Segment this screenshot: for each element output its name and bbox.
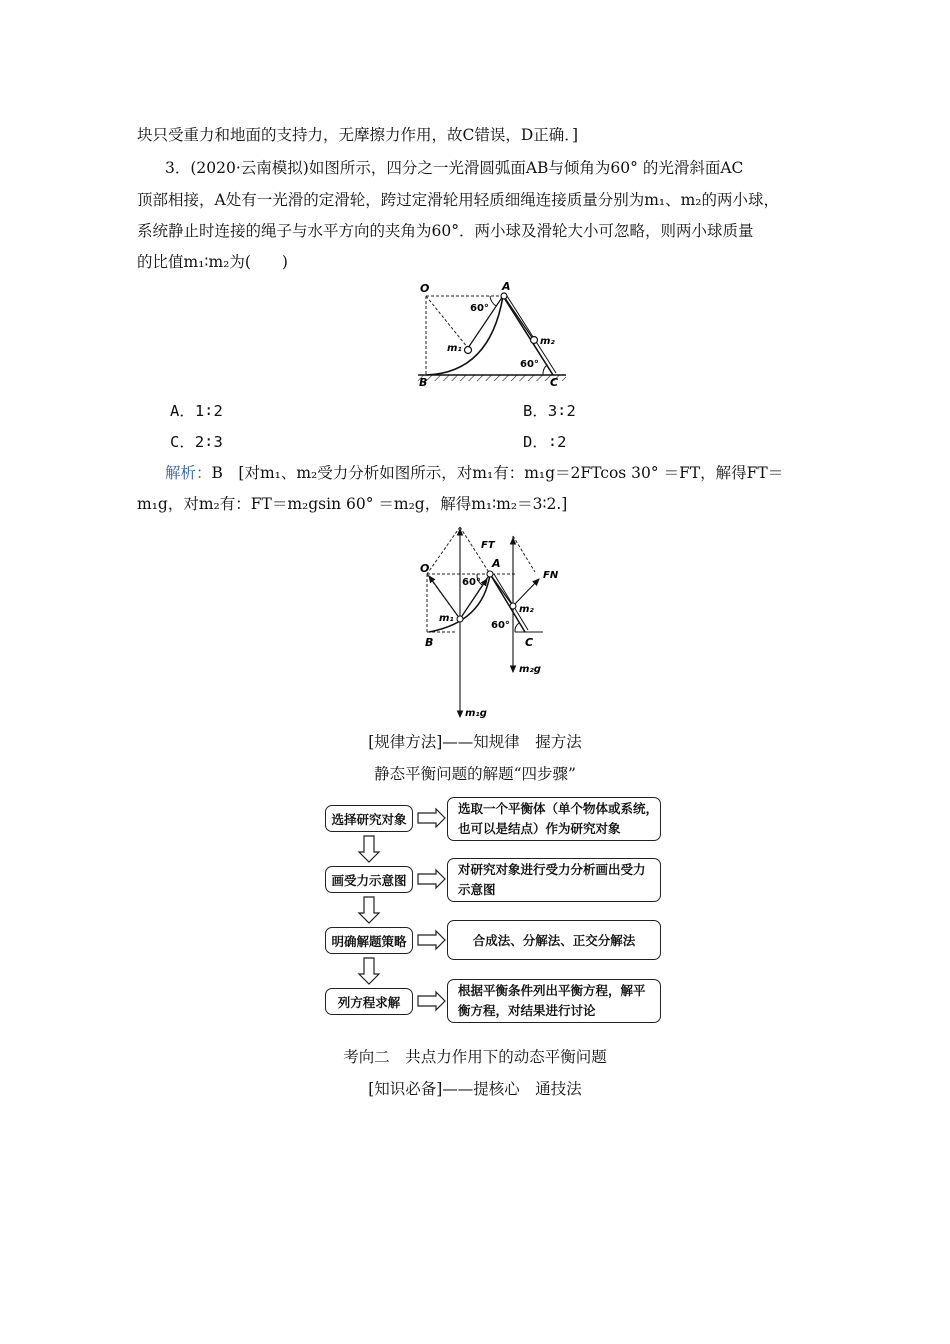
option-c: C．2∶3 xyxy=(170,433,223,451)
fig1-label-a: A xyxy=(502,280,511,293)
down-arrow-icon xyxy=(359,836,379,862)
fig1-label-c: C xyxy=(550,376,559,389)
flow-desc-3: 合成法、分解法、正交分解法 xyxy=(447,920,661,960)
solution-line-2: m₁g，对m₂有：FT＝m₂gsin 60° ＝m₂g，解得m₁∶m₂＝3∶2.] xyxy=(137,495,568,513)
fig2-label-c: C xyxy=(525,636,534,649)
question-line-3: 系统静止时连接的绳子与水平方向的夹角为60°．两小球及滑轮大小可忽略，则两小球质量 xyxy=(137,222,754,240)
fig2-label-m1g: m₁g xyxy=(465,708,487,719)
flow-desc-1 xyxy=(447,797,661,841)
flow-desc-1-line-2: 也可以是结点）作为研究对象 xyxy=(458,821,621,836)
flow-desc-4-line-2: 衡方程，对结果进行讨论 xyxy=(458,1003,596,1018)
option-d: D．∶2 xyxy=(523,433,567,451)
fig2-label-ft: FT xyxy=(481,540,495,551)
fig2-angle-top: 60° xyxy=(462,577,481,588)
fig1-angle-top: 60° xyxy=(470,303,489,314)
right-arrow-icon xyxy=(418,809,445,827)
fig2-label-a: A xyxy=(492,557,501,570)
flow-step-4: 列方程求解 xyxy=(325,988,413,1015)
flow-desc-2 xyxy=(447,858,661,902)
question-line-1: 3．(2020·云南模拟)如图所示，四分之一光滑圆弧面AB与倾角为60° 的光滑斜面AC xyxy=(165,159,744,177)
solution-label: 解析： xyxy=(165,464,212,482)
flow-step-2: 画受力示意图 xyxy=(325,866,413,893)
method-header: [规律方法]——知规律 握方法 xyxy=(368,733,582,751)
option-a: A．1∶2 xyxy=(170,402,223,420)
question-line-4: 的比值m₁∶m₂为( ) xyxy=(137,253,288,271)
fig2-label-b: B xyxy=(425,636,434,649)
flow-step-1: 选择研究对象 xyxy=(325,805,413,832)
down-arrow-icon xyxy=(359,958,379,984)
flow-arrows xyxy=(300,795,460,1035)
fig2-label-fn: FN xyxy=(543,570,559,581)
fig2-label-m1: m₁ xyxy=(439,613,454,624)
fig2-label-m2g: m₂g xyxy=(519,664,541,675)
fig1-label-m1: m₁ xyxy=(447,343,462,354)
fig1-label-o: O xyxy=(420,282,430,295)
question-line-2: 顶部相接，A处有一光滑的定滑轮，跨过定滑轮用轻质细绳连接质量分别为m₁、m₂的两小球， xyxy=(137,191,780,209)
right-arrow-icon xyxy=(418,931,445,949)
flow-desc-4 xyxy=(447,979,661,1023)
section-subtitle: [知识必备]——提核心 通技法 xyxy=(368,1080,582,1098)
section-title: 考向二 共点力作用下的动态平衡问题 xyxy=(343,1048,607,1066)
fig1-label-b: B xyxy=(419,376,428,389)
right-arrow-icon xyxy=(418,992,445,1010)
figure-1-diagram xyxy=(410,278,575,393)
flow-desc-1-line-1: 选取一个平衡体（单个物体或系统， xyxy=(458,801,659,816)
fig2-label-m2: m₂ xyxy=(519,604,534,615)
right-arrow-icon xyxy=(418,870,445,888)
fig1-angle-bottom: 60° xyxy=(520,359,539,370)
flow-step-3: 明确解题策略 xyxy=(325,927,413,954)
flow-desc-2-line-1: 对研究对象进行受力分析画出受力 xyxy=(458,862,646,877)
figure-2-diagram xyxy=(415,522,575,722)
flow-desc-2-line-2: 示意图 xyxy=(458,882,496,897)
fig2-angle-bottom: 60° xyxy=(491,620,510,631)
fig1-label-m2: m₂ xyxy=(540,336,555,347)
solution-text-1: B [对m₁、m₂受力分析如图所示，对m₁有：m₁g＝2FTcos 30° ＝FT，解得FT＝ xyxy=(211,464,784,482)
fig2-label-o: O xyxy=(420,562,430,575)
method-title: 静态平衡问题的解题“四步骤” xyxy=(374,765,576,783)
flow-desc-4-line-1: 根据平衡条件列出平衡方程，解平 xyxy=(458,983,646,998)
option-b: B．3∶2 xyxy=(523,402,576,420)
down-arrow-icon xyxy=(359,897,379,923)
top-line: 块只受重力和地面的支持力，无摩擦力作用，故C错误，D正确．] xyxy=(137,126,579,144)
solution-line-1 xyxy=(165,463,783,483)
